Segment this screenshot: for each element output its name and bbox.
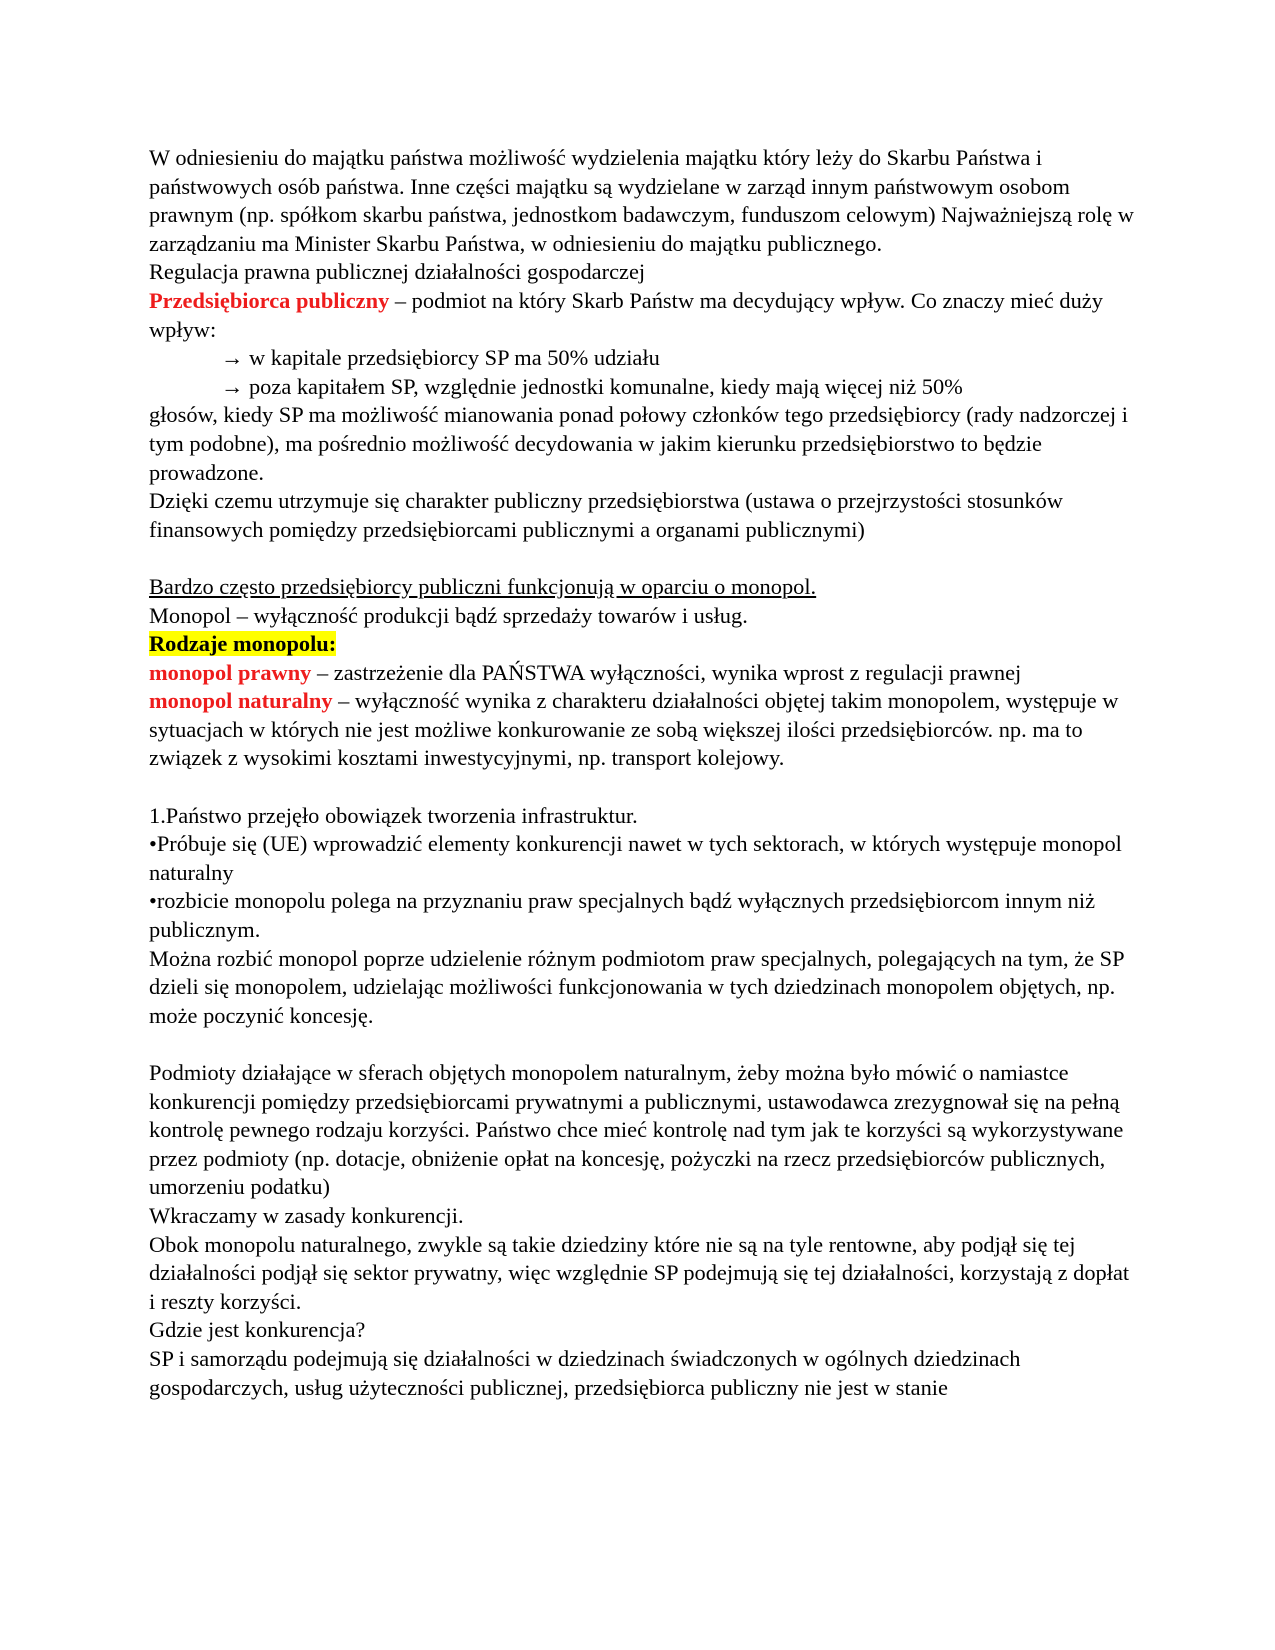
paragraph-infrastructure: 1.Państwo przejęło obowiązek tworzenia infrastruktur. [149,802,638,828]
definition-legal-monopoly: – zastrzeżenie dla PAŃSTWA wyłączności, wynika wprost z regulacji prawnej [311,659,1022,685]
term-natural-monopoly: monopol naturalny [149,688,333,714]
blank-line [149,544,1139,573]
paragraph-monopol-definition: Monopol – wyłączność produkcji bądź sprzedaży towarów i usług. [149,602,748,628]
paragraph-public-character: Dzięki czemu utrzymuje się charakter publiczny przedsiębiorstwa (ustawa o przejrzystości stosunków finansowych pomiędzy przedsiębiorcami publicznymi a organami publicznymi) [149,488,1063,542]
paragraph-public-entrepreneur [149,287,1139,344]
paragraph-where-competition: Gdzie jest konkurencja? [149,1317,366,1343]
term-public-entrepreneur: Przedsiębiorca publiczny [149,287,390,313]
highlight-monopol-types: Rodzaje monopolu: [149,631,337,657]
paragraph-special-rights: Można rozbić monopol poprze udzielenie różnym podmiotom praw specjalnych, polegających na tym, że SP dzieli się monopolem, udzielając możliwości funkcjonowania w tych dziedzinach monopolem objętych, np. może poczynić koncesję. [149,945,1124,1028]
paragraph-public-services: SP i samorządu podejmują się działalności w dziedzinach świadczonych w ogólnych dziedzinach gospodarczych, usług użyteczności publicznej, przedsiębiorca publiczny nie jest w stanie [149,1345,1021,1400]
paragraph-legal-monopoly [149,659,1139,688]
paragraph-entities-natural-monopoly: Podmioty działające w sferach objętych monopolem naturalnym, żeby można było mówić o namiastce konkurencji pomiędzy przedsiębiorcami prywatnymi a publicznymi, ustawodawca zrezygnował się na pełną kontrolę pewnego rodzaju korzyści. Państwo chce mieć kontrolę nad tym jak te korzyści są wykorzystywane przez podmioty (np. dotacje, obniżenie opłat na koncesję, pożyczki na rzecz przedsiębiorców publicznych, umorzeniu podatku) [149,1060,1124,1200]
document-page [149,144,1139,1402]
bullet-eu-competition: •Próbuje się (UE) wprowadzić elementy konkurencji nawet w tych sektorach, w których występuje monopol naturalny [149,831,1122,885]
definition-public-entrepreneur: – podmiot na który Skarb Państw ma decydujący wpływ. Co znaczy mieć duży wpływ: [149,287,1103,342]
paragraph-monopol-types-heading [149,630,1139,659]
paragraph-unprofitable-fields: Obok monopolu naturalnego, zwykle są takie dziedziny które nie są na tyle rentowne, aby podjął się tej działalności podjął się sektor prywatny, więc względnie SP podejmują się tej działalności, korzystają z dopłat i reszty korzyści. [149,1231,1130,1314]
blank-line [149,773,1139,802]
term-legal-monopoly: monopol prawny [149,659,312,685]
definition-natural-monopoly: – wyłączność wynika z charakteru działalności objętej takim monopolem, występuje w sytuacjach w których nie jest możliwe konkurowanie ze sobą większej ilości przedsiębiorców. np. ma to związek z wysokimi kosztami inwestycyjnymi, np. transport kolejowy. [149,688,1119,771]
blank-line [149,1030,1139,1059]
paragraph-legal-regulation-heading: Regulacja prawna publicznej działalności gospodarczej [149,259,646,285]
paragraph-competition-rules: Wkraczamy w zasady konkurencji. [149,1202,464,1228]
paragraph-votes-continued: głosów, kiedy SP ma możliwość mianowania ponad połowy członków tego przedsiębiorcy (rady nadzorczej i tym podobne), ma pośrednio możliwość decydowania w jakim kierunku przedsiębiorstwo to będzie prowadzone. [149,402,1128,485]
paragraph-state-assets: W odniesieniu do majątku państwa możliwość wydzielenia majątku który leży do Skarbu Państwa i państwowych osób państwa. Inne części majątku są wydzielane w zarząd innym państwowym osobom prawnym (np. spółkom skarbu państwa, jednostkom badawczym, funduszom celowym) Najważniejszą rolę w zarządzaniu ma Minister Skarbu Państwa, w odniesieniu do majątku publicznego. [149,145,1134,256]
arrow-item-votes: → poza kapitałem SP, względnie jednostki komunalne, kiedy mają więcej niż 50% [221,373,963,399]
paragraph-natural-monopoly [149,687,1139,773]
paragraph-monopol-intro: Bardzo często przedsiębiorcy publiczni funkcjonują w oparciu o monopol. [149,573,817,599]
arrow-item-capital: → w kapitale przedsiębiorcy SP ma 50% udziału [221,345,660,371]
bullet-breaking-monopoly: •rozbicie monopolu polega na przyznaniu praw specjalnych bądź wyłącznych przedsiębiorcom innym niż publicznym. [149,888,1096,943]
